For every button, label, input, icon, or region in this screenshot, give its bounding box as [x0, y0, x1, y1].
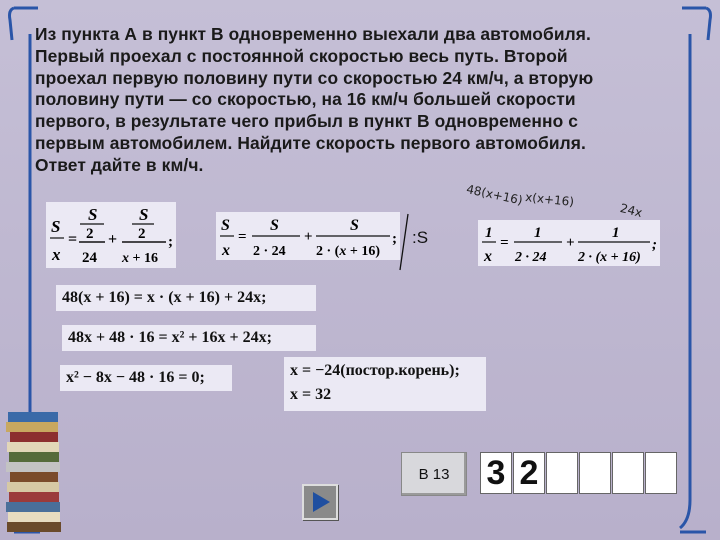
equation-box-1 [46, 202, 176, 268]
svg-text:1: 1 [612, 225, 620, 241]
equation-box-3 [478, 220, 660, 266]
svg-text:2: 2 [86, 226, 94, 242]
svg-text:2 · 24: 2 · 24 [515, 250, 547, 265]
root-results [284, 357, 486, 411]
svg-text:2 · 24: 2 · 24 [253, 244, 286, 259]
svg-text:+: + [566, 235, 575, 251]
svg-text:;: ; [392, 231, 397, 247]
svg-text:x + 16: x + 16 [122, 251, 158, 266]
formula-3 [478, 220, 660, 266]
divider-stroke [398, 212, 410, 272]
svg-text:x: x [52, 245, 61, 264]
svg-text:1: 1 [485, 225, 493, 241]
problem-line: проехал первую половину пути со скоростью 24 км/ч, а вторую [35, 67, 594, 88]
svg-text:=: = [500, 235, 509, 251]
problem-text [35, 24, 685, 177]
problem-line: Ответ дайте в км/ч. [35, 154, 204, 175]
svg-text:=: = [238, 229, 247, 245]
svg-text:2: 2 [138, 226, 146, 242]
svg-text:S: S [51, 217, 61, 236]
formula-1 [46, 202, 176, 268]
problem-line: Из пункта А в пункт В одновременно выехали два автомобиля. [35, 24, 591, 44]
play-icon [304, 486, 336, 518]
svg-text:2 · (x + 16): 2 · (x + 16) [578, 250, 641, 265]
answer-cell-3[interactable] [546, 452, 578, 494]
equation-box-2 [216, 212, 400, 260]
svg-text:x: x [222, 242, 230, 259]
handwritten-multiplier-1: 48(x+16) [465, 182, 524, 208]
svg-text:x: x [484, 248, 492, 265]
divide-note: :S [412, 228, 429, 247]
root-1: x = −24(постор.корень); [290, 362, 460, 379]
answer-label: В 13 [401, 452, 467, 496]
problem-line: Первый проехал с постоянной скоростью весь путь. Второй [35, 45, 568, 66]
books-icon [4, 408, 66, 534]
formula-2 [216, 212, 400, 260]
play-button[interactable] [302, 484, 338, 520]
equation-step-1: 48(x + 16) = x · (x + 16) + 24x; [56, 285, 316, 311]
answer-cell-6[interactable] [645, 452, 677, 494]
svg-text:S: S [88, 205, 98, 224]
svg-text:S: S [221, 217, 230, 234]
equation-step-3: x² − 8x − 48 · 16 = 0; [60, 365, 232, 391]
handwritten-multiplier-2: x(x+16) [524, 190, 575, 210]
svg-text:1: 1 [534, 225, 542, 241]
svg-text:+: + [108, 231, 118, 248]
svg-text:=: = [68, 231, 78, 248]
problem-line: первого, в результате чего прибыл в пункт В одновременно с [35, 111, 579, 132]
svg-text:2 · (x + 16): 2 · (x + 16) [316, 244, 380, 259]
root-2: x = 32 [290, 386, 332, 403]
svg-text:;: ; [652, 237, 657, 253]
svg-text:S: S [270, 217, 279, 234]
svg-text:;: ; [168, 234, 173, 250]
answer-cell-1[interactable]: 3 [480, 452, 512, 494]
equation-step-2: 48x + 48 · 16 = x² + 16x + 24x; [62, 325, 316, 351]
svg-text:S: S [139, 205, 149, 224]
svg-text:+: + [304, 229, 313, 245]
problem-line: первым автомобилем. Найдите скорость первого автомобиля. [35, 132, 586, 153]
answer-cell-5[interactable] [612, 452, 644, 494]
answer-cell-4[interactable] [579, 452, 611, 494]
svg-text:S: S [350, 217, 359, 234]
answer-cell-2[interactable]: 2 [513, 452, 545, 494]
handwritten-multiplier-3: 24x [618, 201, 644, 220]
svg-text:24: 24 [82, 250, 97, 266]
problem-line: половину пути — со скоростью, на 16 км/ч большей скорости [35, 89, 576, 110]
